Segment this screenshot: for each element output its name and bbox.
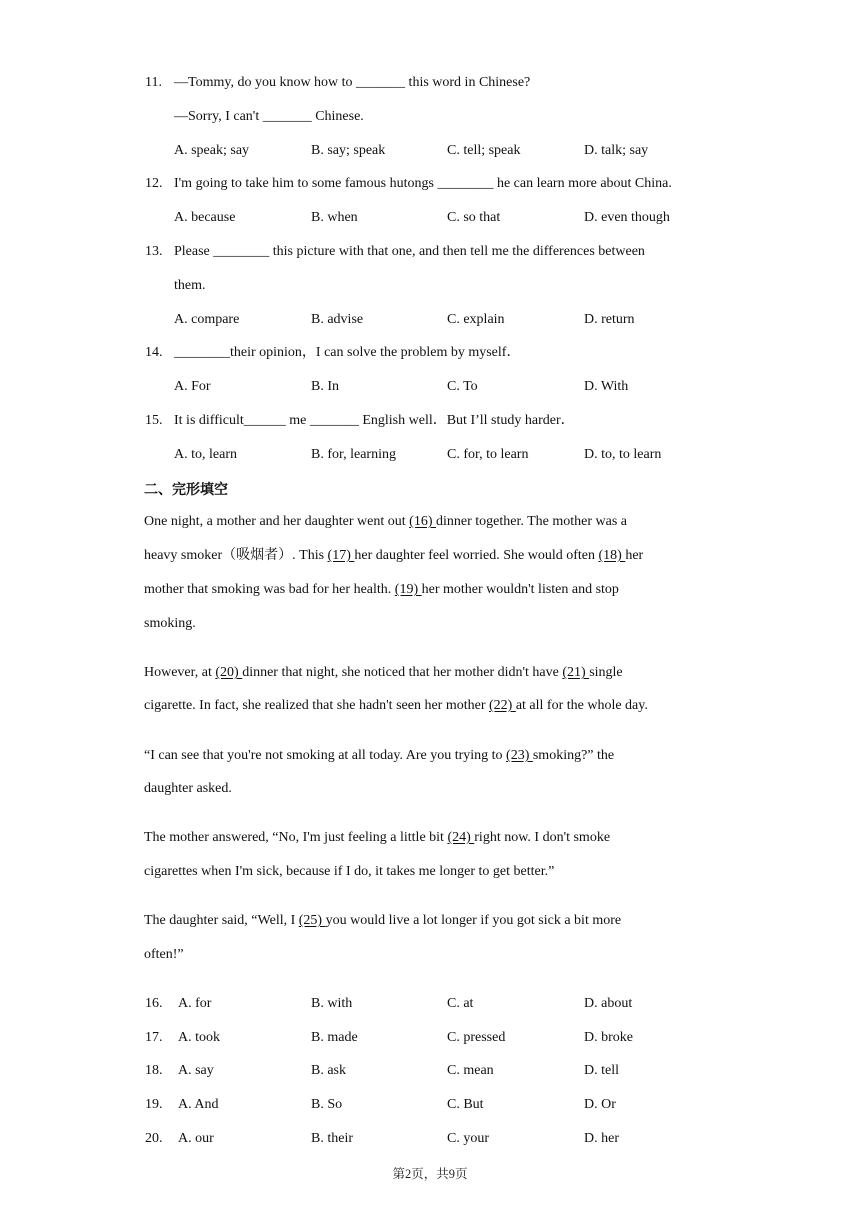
blank-25: (25) [298, 913, 326, 928]
option-a: A. took [178, 1030, 220, 1045]
passage-line: The daughter said, “Well, I (25) you would live a lot longer if you got sick a bit more [144, 913, 622, 928]
question-number: 12. [145, 176, 163, 191]
option-a: A. for [178, 996, 212, 1011]
passage-line: heavy smoker（吸烟者）. This (17) her daughter feel worried. She would often (18) her [144, 548, 644, 563]
passage-line: “I can see that you're not smoking at all today. Are you trying to (23) smoking?” the [144, 748, 615, 763]
blank-21: (21) [562, 665, 590, 680]
option-c: C. pressed [447, 1030, 506, 1045]
option-d: D. to, to learn [584, 447, 662, 462]
option-c: C. To [447, 379, 478, 394]
option-a: A. to, learn [174, 447, 237, 462]
passage-line: cigarette. In fact, she realized that she hadn't seen her mother (22) at all for the whole day. [144, 698, 648, 713]
option-d: D. broke [584, 1030, 633, 1045]
option-c: C. mean [447, 1063, 494, 1078]
option-b: B. for, learning [311, 447, 396, 462]
option-c: C. at [447, 996, 474, 1011]
question-stem: —Tommy, do you know how to _______ this word in Chinese? [174, 75, 531, 90]
passage-line: daughter asked. [144, 781, 232, 796]
section-title: 二、完形填空 [144, 482, 228, 498]
option-a: A. speak; say [174, 143, 250, 158]
question-number: 13. [145, 244, 163, 259]
option-d: D. With [584, 379, 629, 394]
question-stem: Please ________ this picture with that one, and then tell me the differences between [174, 244, 645, 259]
blank-24: (24) [447, 830, 475, 845]
question-stem: ________their opinion，I can solve the problem by myself． [174, 345, 521, 360]
option-c: C. explain [447, 312, 505, 327]
option-d: D. Or [584, 1097, 616, 1112]
option-d: D. tell [584, 1063, 619, 1078]
question-stem: —Sorry, I can't _______ Chinese. [174, 109, 364, 124]
option-c: C. for, to learn [447, 447, 529, 462]
option-b: B. with [311, 996, 353, 1011]
blank-16: (16) [409, 514, 436, 529]
blank-22: (22) [488, 698, 516, 713]
option-row-number: 19. [145, 1097, 163, 1112]
question-number: 15. [145, 413, 163, 428]
page-footer: 第2页，共9页 [392, 1167, 468, 1181]
option-b: B. their [311, 1131, 353, 1146]
option-a: A. because [174, 210, 236, 225]
option-d: D. return [584, 312, 635, 327]
option-d: D. about [584, 996, 633, 1011]
option-d: D. talk; say [584, 143, 649, 158]
blank-23: (23) [506, 748, 533, 763]
option-a: A. say [178, 1063, 214, 1078]
option-b: B. when [311, 210, 358, 225]
passage-line: often!” [144, 947, 184, 962]
passage-line: One night, a mother and her daughter went out (16) dinner together. The mother was a [144, 514, 628, 529]
option-b: B. ask [311, 1063, 346, 1078]
question-stem: It is difficult______ me _______ English well．But I’ll study harder． [174, 413, 575, 428]
option-b: B. advise [311, 312, 364, 327]
option-b: B. So [311, 1097, 343, 1112]
question-stem: I'm going to take him to some famous hutongs ________ he can learn more about China. [174, 176, 672, 191]
option-d: D. her [584, 1131, 619, 1146]
passage-line: mother that smoking was bad for her health. (19) her mother wouldn't listen and stop [144, 582, 619, 597]
option-c: C. your [447, 1131, 489, 1146]
question-number: 11. [145, 75, 162, 90]
option-a: A. For [174, 379, 211, 394]
option-a: A. compare [174, 312, 240, 327]
blank-20: (20) [215, 665, 243, 680]
question-stem: them. [174, 278, 206, 293]
option-a: A. And [178, 1097, 219, 1112]
question-number: 14. [145, 345, 163, 360]
option-row-number: 16. [145, 996, 163, 1011]
blank-18: (18) [598, 548, 626, 563]
option-b: B. In [311, 379, 339, 394]
option-row-number: 17. [145, 1030, 163, 1045]
option-c: C. so that [447, 210, 501, 225]
option-row-number: 20. [145, 1131, 163, 1146]
option-c: C. But [447, 1097, 484, 1112]
passage-line: cigarettes when I'm sick, because if I do, it takes me longer to get better.” [144, 864, 555, 879]
passage-line: The mother answered, “No, I'm just feeling a little bit (24) right now. I don't smoke [144, 830, 611, 845]
option-a: A. our [178, 1131, 214, 1146]
passage-line: However, at (20) dinner that night, she noticed that her mother didn't have (21) single [144, 665, 623, 680]
option-c: C. tell; speak [447, 143, 521, 158]
option-b: B. made [311, 1030, 358, 1045]
blank-19: (19) [394, 582, 422, 597]
passage-line: smoking. [144, 616, 196, 631]
option-row-number: 18. [145, 1063, 163, 1078]
option-b: B. say; speak [311, 143, 386, 158]
option-d: D. even though [584, 210, 670, 225]
blank-17: (17) [327, 548, 355, 563]
